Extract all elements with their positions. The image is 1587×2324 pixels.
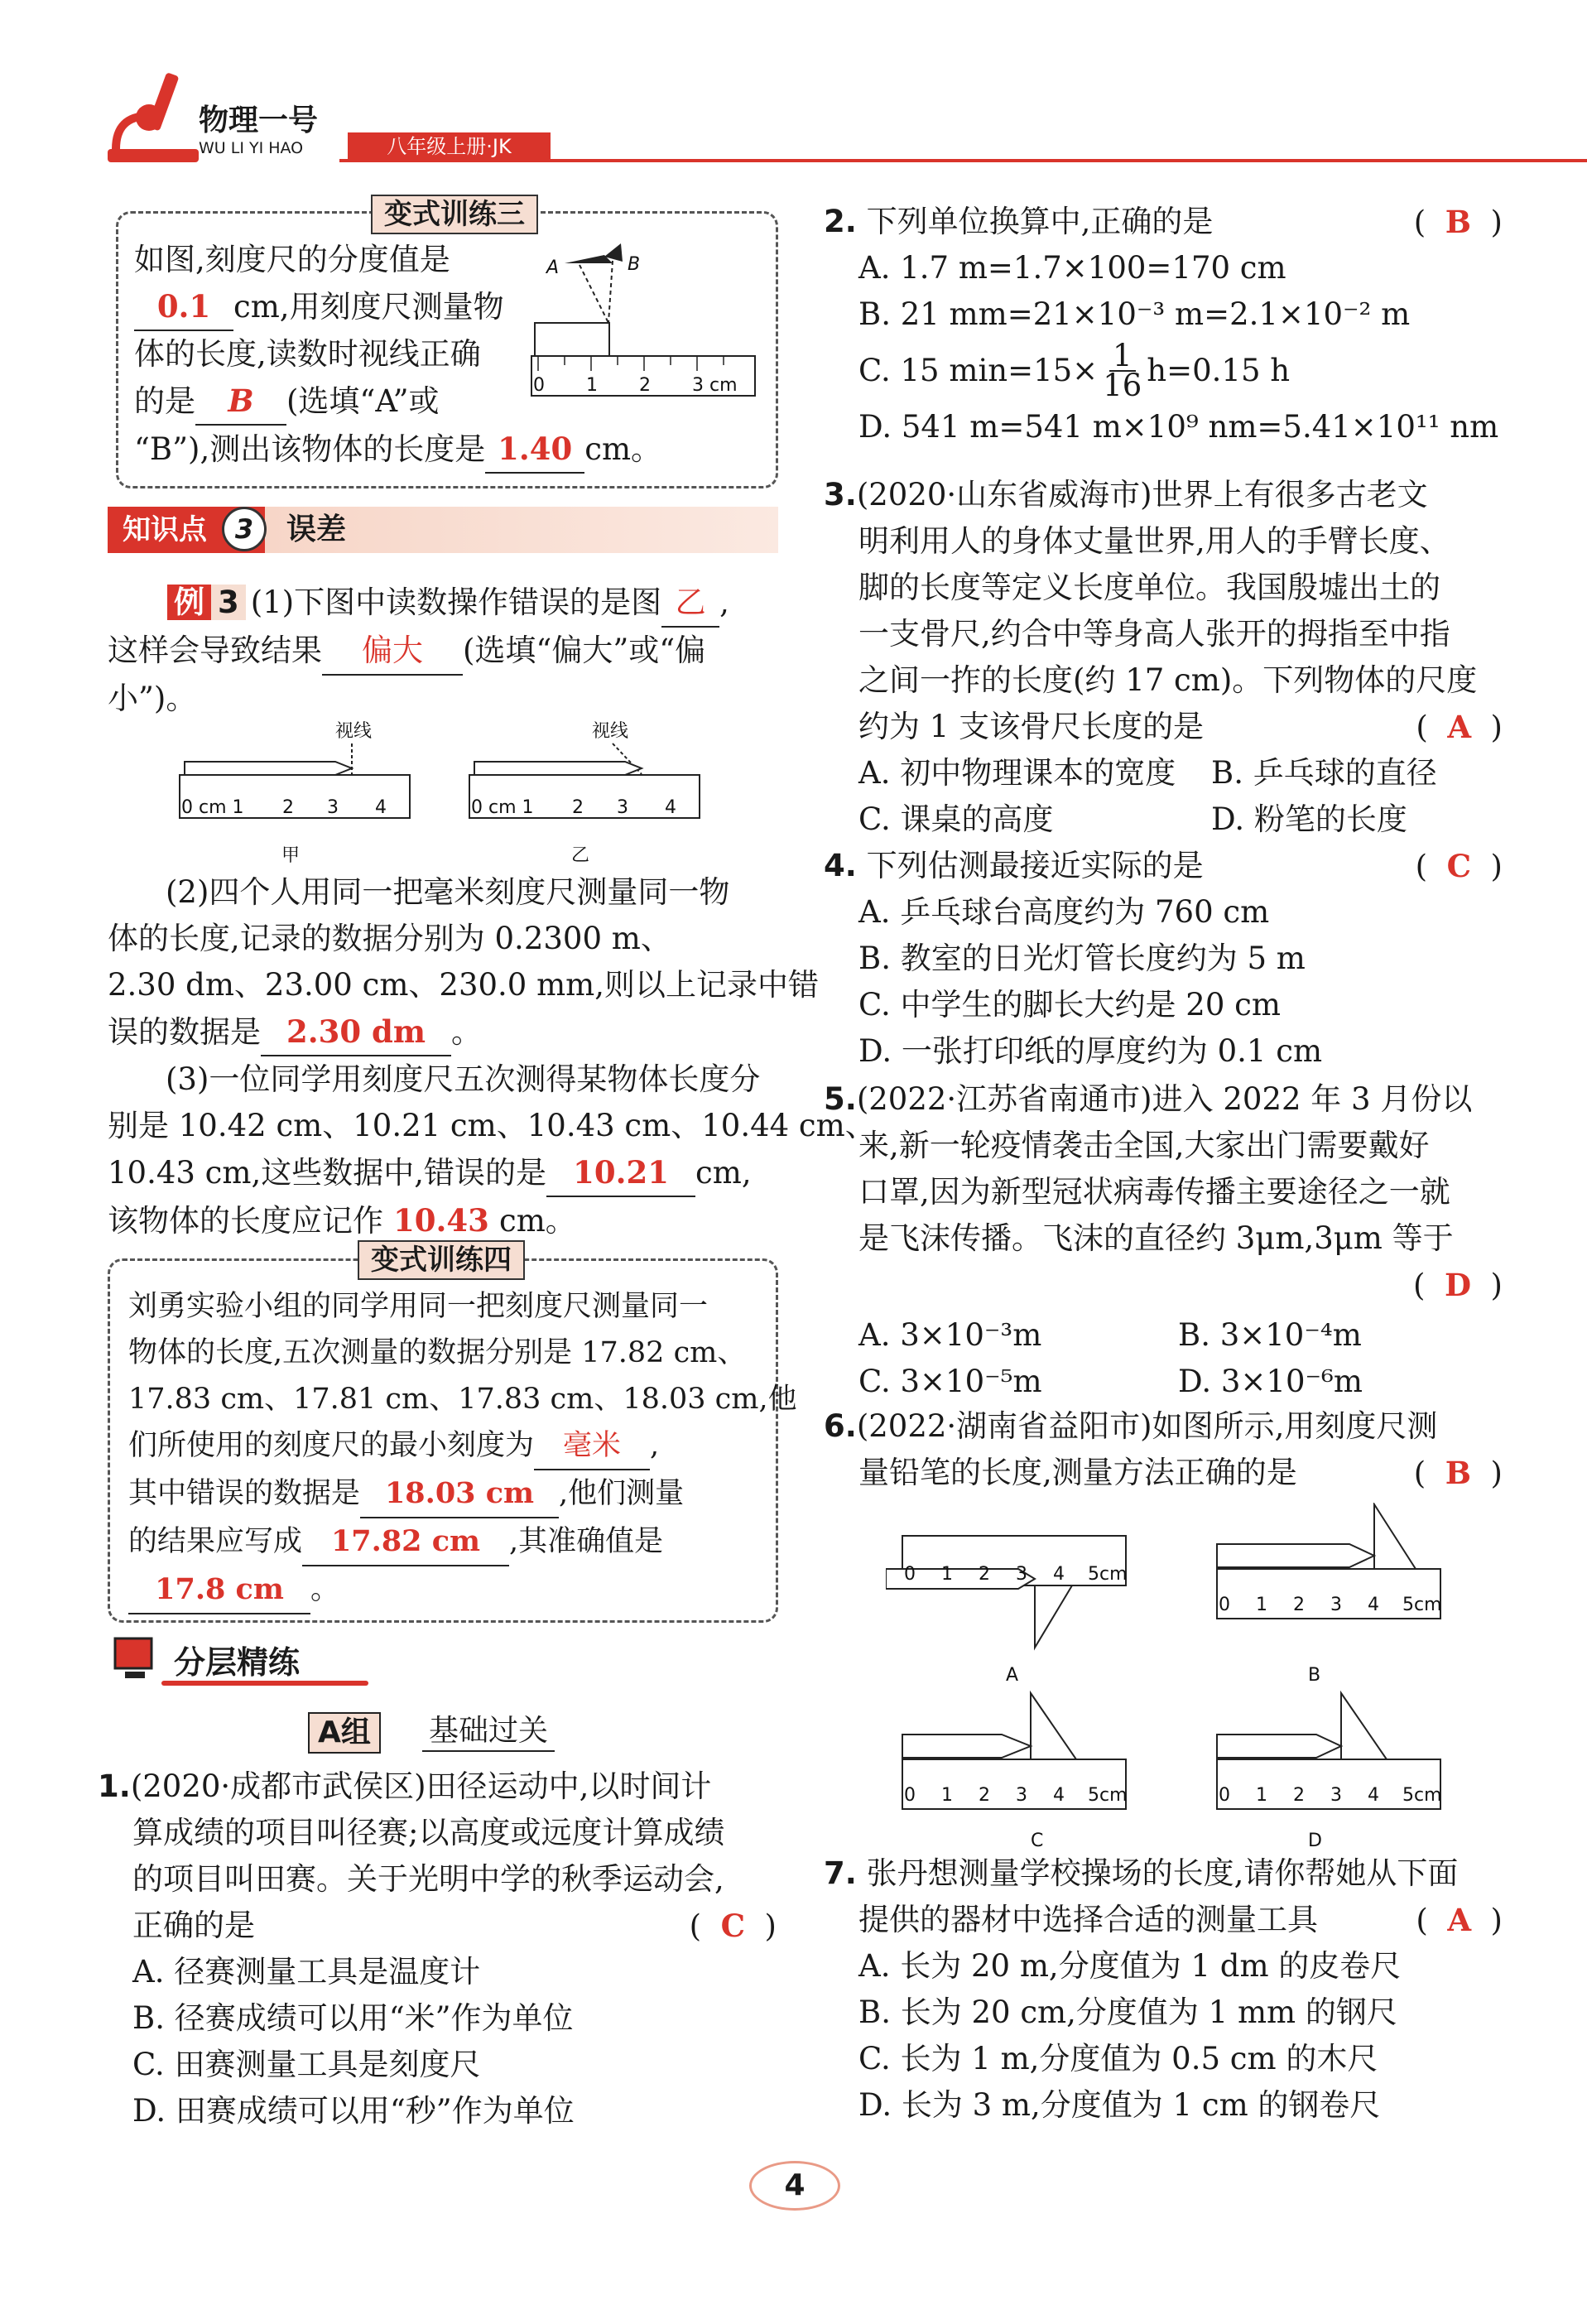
ex3-line: (3)一位同学用刻度尺五次测得某物体长度分: [166, 1061, 761, 1097]
q6-line: [824, 1403, 1503, 1450]
ex3-line: [108, 1197, 876, 1245]
drill4-line: 17.83 cm、17.81 cm、17.83 cm、18.03 cm,他: [128, 1383, 797, 1416]
ruler-tick-label: 2: [1293, 1785, 1305, 1806]
answer: B: [1445, 204, 1472, 240]
option-c-figure: [902, 1693, 1128, 1850]
option: C. 课桌的高度: [858, 801, 1054, 837]
ruler-tick-label: 1: [941, 1564, 953, 1585]
text-span: ,其准确值是: [509, 1525, 664, 1558]
q1-line: 的项目叫田赛。关于光明中学的秋季运动会,: [132, 1861, 724, 1897]
question-6: [824, 1403, 1503, 1496]
answer: A: [1447, 709, 1472, 745]
figure-jia: [180, 721, 410, 866]
text-span: 该物体的长度应记作: [108, 1203, 383, 1239]
ruler-tick-label: 0: [1219, 1785, 1230, 1806]
pencil-icon: [902, 1735, 1031, 1758]
question-number: 6.: [824, 1408, 857, 1444]
ruler-tick-label: 0: [1219, 1595, 1230, 1615]
question-5: [824, 1076, 1503, 1405]
option: D. 田赛成绩可以用“秒”作为单位: [132, 2093, 575, 2129]
q3-line: 一支骨尺,约合中等身高人张开的拇指至中指: [858, 616, 1450, 652]
answer-paren: ( B ): [1413, 204, 1503, 240]
ruler-tick-label: 0 cm 1: [181, 797, 244, 818]
q5-line: 来,新一轮疫情袭击全国,大家出门需要戴好: [858, 1128, 1430, 1163]
drill4-line: [128, 1566, 797, 1614]
answer-blank: B: [195, 378, 286, 426]
text-span: 下列单位换算中,正确的是: [866, 204, 1214, 239]
question-2: [824, 199, 1503, 450]
ex3-line: [108, 1008, 876, 1056]
text-span: cm。: [499, 1203, 576, 1239]
kp3-title: 误差: [286, 512, 347, 546]
text-span: 张丹想测量学校操场的长度,请你帮她从下面: [866, 1855, 1459, 1891]
text-span: 。: [310, 1573, 340, 1606]
ruler-tick-label: 4: [1053, 1785, 1065, 1806]
answer-blank: 10.21: [546, 1149, 695, 1197]
figure-caption: 乙: [571, 845, 590, 866]
practice-title: 分层精练: [174, 1644, 301, 1681]
question-number: 7.: [824, 1855, 857, 1891]
q4-line: [824, 843, 1503, 889]
option-a-figure: [886, 1536, 1128, 1686]
triangle-ruler-icon: [1031, 1693, 1076, 1759]
sight-line-label: 视线: [592, 721, 629, 742]
text-span: (2022·江苏省南通市)进入 2022 年 3 月份以: [856, 1081, 1473, 1117]
q3-line: [824, 796, 1503, 843]
ruler-tick-label: 2: [979, 1785, 990, 1806]
text-span: 下列估测最接近实际的是: [866, 848, 1204, 883]
option: C. 长为 1 m,分度值为 0.5 cm 的木尺: [858, 2041, 1378, 2076]
answer-paren: ( C ): [689, 1908, 777, 1944]
fraction-denominator: 16: [1103, 368, 1142, 403]
drill4-title: 变式训练四: [358, 1240, 525, 1280]
question-number: 1.: [98, 1768, 131, 1804]
text-span: 其中错误的数据是: [128, 1477, 361, 1510]
q3-line: [824, 704, 1503, 750]
q1-line: [98, 1763, 777, 1810]
ex3-line: [108, 1149, 876, 1197]
q5-line: [824, 1312, 1503, 1359]
answer: A: [1447, 1902, 1472, 1938]
ruler-tick-label: 5cm: [1088, 1785, 1128, 1806]
ruler-tick-label: 1: [1256, 1595, 1267, 1615]
q1-line: [98, 1903, 777, 1949]
ruler-tick-label: 5cm: [1088, 1564, 1128, 1585]
question-4: [824, 843, 1503, 1075]
answer-blank: 1.40: [485, 426, 584, 474]
option: [824, 338, 1503, 404]
drill3-title: 变式训练三: [371, 195, 538, 234]
answer-paren: ( A ): [1416, 1902, 1503, 1938]
sight-label-a: A: [546, 257, 560, 278]
text-span: 提供的器材中选择合适的测量工具: [858, 1902, 1318, 1937]
q6-figure: [886, 1503, 1498, 1850]
text-span: (2020·山东省威海市)世界上有很多古老文: [856, 477, 1428, 512]
text-span: cm,: [695, 1155, 752, 1191]
text-span: ,: [719, 585, 729, 620]
ruler-tick-label: 0: [904, 1564, 916, 1585]
text-span: cm,用刻度尺测量物: [233, 289, 504, 325]
ex3-line: 2.30 dm、23.00 cm、230.0 mm,则以上记录中错: [108, 967, 820, 1003]
ruler-tick-label: 3: [327, 797, 339, 818]
ruler-tick-label: 0: [904, 1785, 916, 1806]
drill3-ruler-figure: [530, 240, 762, 414]
q6-line: [824, 1450, 1503, 1496]
option: A. 径赛测量工具是温度计: [132, 1954, 481, 1990]
answer: C: [1446, 848, 1472, 884]
q2-line: [824, 199, 1503, 245]
ruler-tick-label: 2: [639, 375, 651, 396]
text-span: ,: [650, 1429, 660, 1462]
text-span: C. 15 min=15×: [858, 353, 1099, 388]
q3-line: [824, 472, 1503, 518]
ruler-tick-label: 1: [941, 1785, 953, 1806]
drill4-line: [128, 1470, 797, 1518]
option-b-figure: [1217, 1504, 1442, 1686]
option: B. 乒乓球的直径: [1211, 755, 1437, 791]
triangle-ruler-icon: [1035, 1585, 1072, 1648]
fraction-numerator: 1: [1109, 342, 1136, 372]
group-badge: A组: [308, 1712, 381, 1754]
answer-paren: ( C ): [1415, 848, 1503, 884]
triangle-ruler-icon: [1374, 1504, 1416, 1569]
grade-tag: 八年级上册·JK: [348, 132, 551, 161]
text-span: 正确的是: [132, 1908, 255, 1943]
monitor-icon: [112, 1635, 161, 1685]
q3-line: [824, 750, 1503, 796]
option: C. 田赛测量工具是刻度尺: [132, 2047, 481, 2082]
ruler-tick-label: 3: [617, 797, 628, 818]
ruler-tick-label: 4: [665, 797, 676, 818]
ruler-tick-label: 4: [1368, 1595, 1379, 1615]
figure-caption: B: [1308, 1665, 1321, 1686]
header: [99, 66, 1507, 174]
ruler-tick-label: 2: [1293, 1595, 1305, 1615]
pencil-icon: [474, 762, 642, 775]
q3-line: 明利用人的身体丈量世界,用人的手臂长度、: [858, 523, 1450, 559]
measured-block: [535, 323, 609, 356]
text-span: (选填“偏大”或“偏: [463, 633, 706, 668]
page-number: 4: [784, 2168, 806, 2202]
question-number: 5.: [824, 1081, 857, 1117]
ruler-tick-label: 5cm: [1402, 1595, 1442, 1615]
text-span: ,他们测量: [559, 1477, 685, 1510]
brand-pinyin: WU LI YI HAO: [199, 139, 304, 157]
pencil-icon: [185, 762, 352, 775]
option: A. 乒乓球台高度约为 760 cm: [858, 894, 1270, 930]
ruler-tick-label: 1: [1256, 1785, 1267, 1806]
ruler-tick-label: 5cm: [1402, 1785, 1442, 1806]
answer: D: [1444, 1267, 1472, 1303]
question-3: [824, 472, 1503, 843]
option: D. 541 m=541 m×10⁹ nm=5.41×10¹¹ nm: [858, 409, 1499, 445]
q7-line: [824, 1897, 1503, 1943]
answer-blank: 10.43: [383, 1197, 499, 1245]
text-span: “B”),测出该物体的长度是: [134, 431, 486, 467]
text-span: (2020·成都市武侯区)田径运动中,以时间计: [130, 1768, 712, 1804]
figure-yi: [469, 721, 700, 866]
ex3-line: (2)四个人用同一把毫米刻度尺测量同一物: [166, 874, 730, 910]
text-span: (1)下图中读数操作错误的是图: [250, 585, 662, 620]
text-span: 量铅笔的长度,测量方法正确的是: [858, 1455, 1297, 1490]
drill4-line: [128, 1422, 797, 1470]
option: A. 3×10⁻³m: [858, 1317, 1042, 1353]
option: B. 教室的日光灯管长度约为 5 m: [858, 941, 1306, 976]
kp3-number: 3: [222, 507, 267, 551]
q5-line: [824, 1076, 1503, 1123]
drill4-line: [128, 1518, 797, 1566]
sight-label-b: B: [628, 254, 641, 275]
example-num: 3: [211, 585, 246, 620]
ruler-tick-label: 0 cm 1: [471, 797, 534, 818]
answer-paren: ( A ): [1416, 709, 1503, 745]
question-number: 4.: [824, 848, 857, 883]
answer-paren: ( B ): [1413, 1455, 1503, 1491]
group-subtitle: 基础过关: [422, 1712, 555, 1752]
pencil-icon: [1217, 1544, 1374, 1567]
answer: C: [720, 1908, 746, 1944]
option: A. 初中物理课本的宽度: [858, 755, 1176, 791]
ex3-line: 小”)。: [108, 681, 197, 716]
question-number: 3.: [824, 477, 857, 512]
kp3-banner: [108, 507, 778, 553]
question-number: 2.: [824, 204, 857, 239]
drill3-line: [134, 426, 661, 474]
triangle-ruler-icon: [1341, 1693, 1387, 1759]
question-1: [98, 1763, 777, 2134]
figure-caption: 甲: [281, 845, 301, 866]
figure-caption: C: [1031, 1831, 1044, 1850]
q3-line: 之间一拃的长度(约 17 cm)。下列物体的尺度: [858, 662, 1478, 698]
option: B. 长为 20 cm,分度值为 1 mm 的钢尺: [858, 1994, 1397, 2030]
option: D. 粉笔的长度: [1211, 801, 1407, 837]
ex3-part1: [108, 580, 729, 722]
ex3-line: 体的长度,记录的数据分别为 0.2300 m、: [108, 921, 671, 956]
ex3-part2: [108, 869, 876, 1245]
text-span: (2022·湖南省益阳市)如图所示,用刻度尺测: [856, 1408, 1438, 1444]
text-span: cm。: [584, 431, 662, 467]
drill3-line: 体的长度,读数时视线正确: [134, 336, 481, 372]
text-span: 的结果应写成: [128, 1525, 303, 1558]
answer-blank: 18.03 cm: [360, 1470, 559, 1518]
option: A. 长为 20 m,分度值为 1 dm 的皮卷尺: [858, 1948, 1402, 1984]
ruler-tick-label: 3: [1330, 1785, 1342, 1806]
answer-blank: 2.30 dm: [261, 1008, 451, 1056]
ruler-tick-label: 2: [282, 797, 294, 818]
ex3-line: 别是 10.42 cm、10.21 cm、10.43 cm、10.44 cm、: [108, 1108, 876, 1143]
ruler-tick-label: 4: [1053, 1564, 1065, 1585]
answer-blank: 毫米: [534, 1422, 650, 1470]
figure-caption: D: [1308, 1831, 1322, 1850]
text-span: 这样会导致结果: [108, 633, 322, 668]
drill4-line: 刘勇实验小组的同学用同一把刻度尺测量同一: [128, 1290, 709, 1323]
q5-line: 口罩,因为新型冠状病毒传播主要途径之一就: [858, 1174, 1450, 1210]
q7-line: [824, 1850, 1503, 1897]
answer: B: [1445, 1455, 1472, 1491]
option: C. 中学生的脚长大约是 20 cm: [858, 987, 1281, 1022]
option: D. 3×10⁻⁶m: [1178, 1364, 1363, 1399]
option: C. 3×10⁻⁵m: [858, 1364, 1042, 1399]
ruler-tick-label: 4: [375, 797, 387, 818]
ruler-tick-label: 3: [1016, 1564, 1027, 1585]
figure-caption: A: [1006, 1665, 1019, 1686]
option: D. 长为 3 m,分度值为 1 cm 的钢卷尺: [858, 2087, 1381, 2123]
brand-title: 物理一号: [199, 103, 319, 137]
drill4-text: [128, 1283, 797, 1614]
option: A. 1.7 m=1.7×100=170 cm: [858, 250, 1286, 286]
text-span: 。: [451, 1014, 482, 1050]
ruler-tick-label: 3: [1016, 1785, 1027, 1806]
microscope-logo-icon: [99, 66, 215, 170]
text-span: 误的数据是: [108, 1014, 261, 1050]
ex3-line: [108, 628, 729, 676]
ruler-tick-label: 2: [572, 797, 584, 818]
option: B. 21 mm=21×10⁻³ m=2.1×10⁻² m: [858, 296, 1411, 332]
example-tag: 例: [167, 585, 211, 620]
answer-blank: 乙: [661, 580, 719, 628]
ex3-line: [108, 580, 729, 628]
q3-line: 脚的长度等定义长度单位。我国殷墟出土的: [858, 570, 1440, 605]
ruler-tick-label: 3 cm: [692, 375, 738, 396]
answer-blank: 偏大: [322, 628, 463, 676]
q1-line: 算成绩的项目叫径赛;以高度或远度计算成绩: [132, 1815, 725, 1850]
question-7: [824, 1850, 1503, 2129]
ruler-tick-label: 0: [533, 375, 545, 396]
drill4-line: 物体的长度,五次测量的数据分别是 17.82 cm、: [128, 1336, 747, 1369]
kp3-label: 知识点: [123, 513, 207, 546]
option: B. 3×10⁻⁴m: [1178, 1317, 1362, 1353]
option-d-figure: [1217, 1693, 1442, 1850]
answer-blank: 17.8 cm: [128, 1566, 310, 1614]
ruler-tick-label: 3: [1330, 1595, 1342, 1615]
ex3-figure: [178, 712, 716, 869]
q5-line: ( D ): [1412, 1267, 1503, 1303]
fraction: [1103, 338, 1142, 403]
text-span: (选填“A”或: [286, 383, 440, 419]
q5-line: 是飞沫传播。飞沫的直径约 3μm,3μm 等于: [858, 1220, 1454, 1256]
text-span: 10.43 cm,这些数据中,错误的是: [108, 1155, 547, 1191]
pencil-icon: [1217, 1735, 1341, 1758]
answer-blank: 0.1: [134, 283, 233, 331]
q5-line: [824, 1359, 1503, 1405]
text-span: 的是: [134, 383, 195, 419]
ruler-tick-label: 1: [586, 375, 598, 396]
ruler-tick-label: 2: [979, 1564, 990, 1585]
text-span: h=0.15 h: [1147, 353, 1291, 388]
option: B. 径赛成绩可以用“米”作为单位: [132, 2000, 574, 2036]
text-span: 们所使用的刻度尺的最小刻度为: [128, 1429, 535, 1462]
option: D. 一张打印纸的厚度约为 0.1 cm: [858, 1033, 1323, 1069]
text-span: 约为 1 支该骨尺长度的是: [858, 709, 1205, 744]
sight-line-label: 视线: [335, 721, 373, 742]
ruler-tick-label: 4: [1368, 1785, 1379, 1806]
answer-blank: 17.82 cm: [302, 1518, 509, 1566]
drill3-line: 如图,刻度尺的分度值是: [134, 242, 450, 277]
